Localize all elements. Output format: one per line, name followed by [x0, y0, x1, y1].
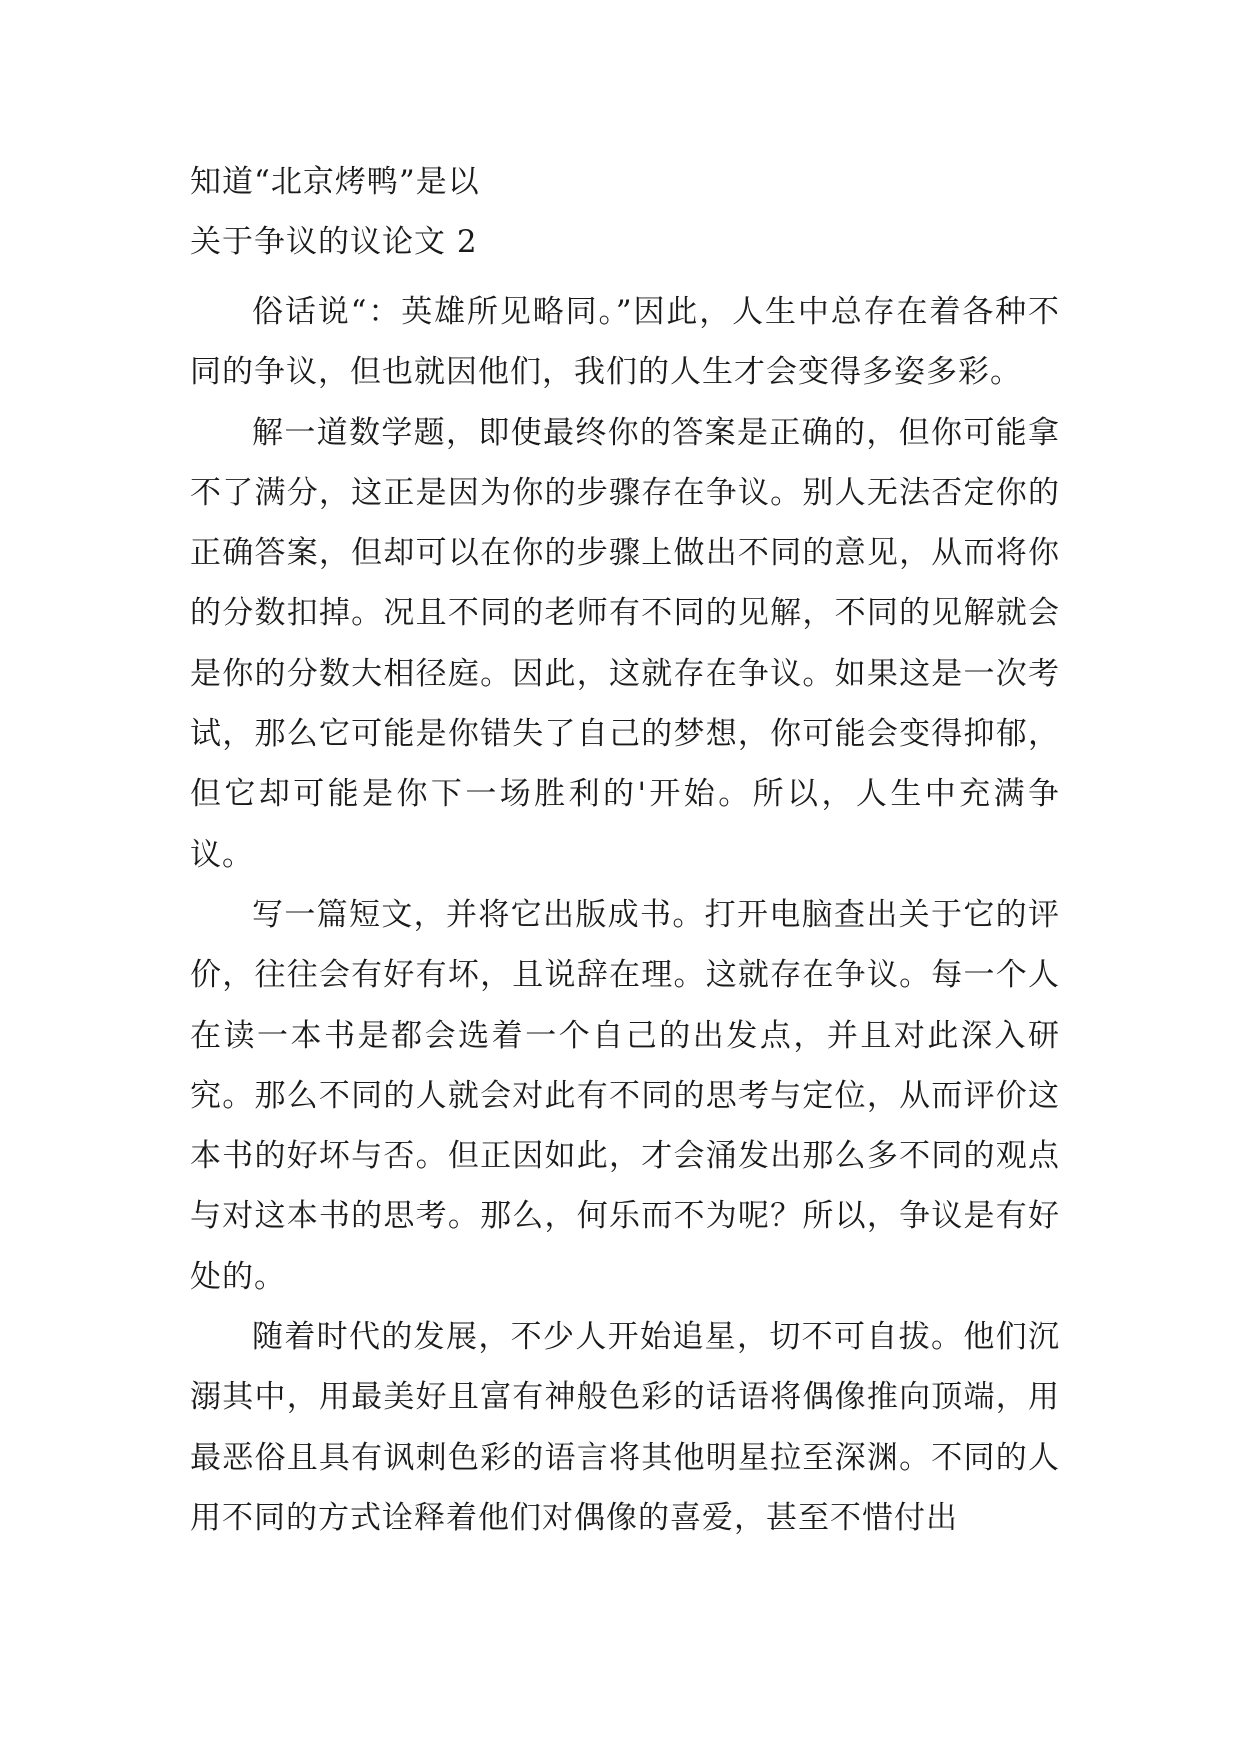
previous-text-fragment: 知道“北京烤鸭”是以: [190, 164, 480, 200]
essay-title: 关于争议的议论文 2: [190, 224, 478, 260]
paragraph: 随着时代的发展，不少人开始追星，切不可自拔。他们沉溺其中，用最美好且富有神般色彩的话语将偶像推向顶端，用最恶俗且具有讽刺色彩的语言将其他明星拉至深渊。不同的人用不同的方式诠释着他们对偶像的喜爱，甚至不惜付出: [190, 1319, 1060, 1536]
paragraph: 解一道数学题，即使最终你的答案是正确的，但你可能拿不了满分，这正是因为你的步骤存在争议。别人无法否定你的正确答案，但却可以在你的步骤上做出不同的意见，从而将你的分数扣掉。况且不同的老师有不同的见解，不同的见解就会是你的分数大相径庭。因此，这就存在争议。如果这是一次考试，那么它可能是你错失了自己的梦想，你可能会变得抑郁，但它却可能是你下一场胜利的'开始。所以，人生中充满争议。: [190, 414, 1060, 873]
paragraph: 写一篇短文，并将它出版成书。打开电脑查出关于它的评价，往往会有好有坏，且说辞在理。这就存在争议。每一个人在读一本书是都会选着一个自己的出发点，并且对此深入研究。那么不同的人就会对此有不同的思考与定位，从而评价这本书的好坏与否。但正因如此，才会涌发出那么多不同的观点与对这本书的思考。那么，何乐而不为呢？所以，争议是有好处的。: [190, 896, 1060, 1295]
paragraph: 俗话说“：英雄所见略同。”因此，人生中总存在着各种不同的争议，但也就因他们，我们的人生才会变得多姿多彩。: [190, 294, 1060, 391]
essay-body: [190, 282, 1060, 1548]
